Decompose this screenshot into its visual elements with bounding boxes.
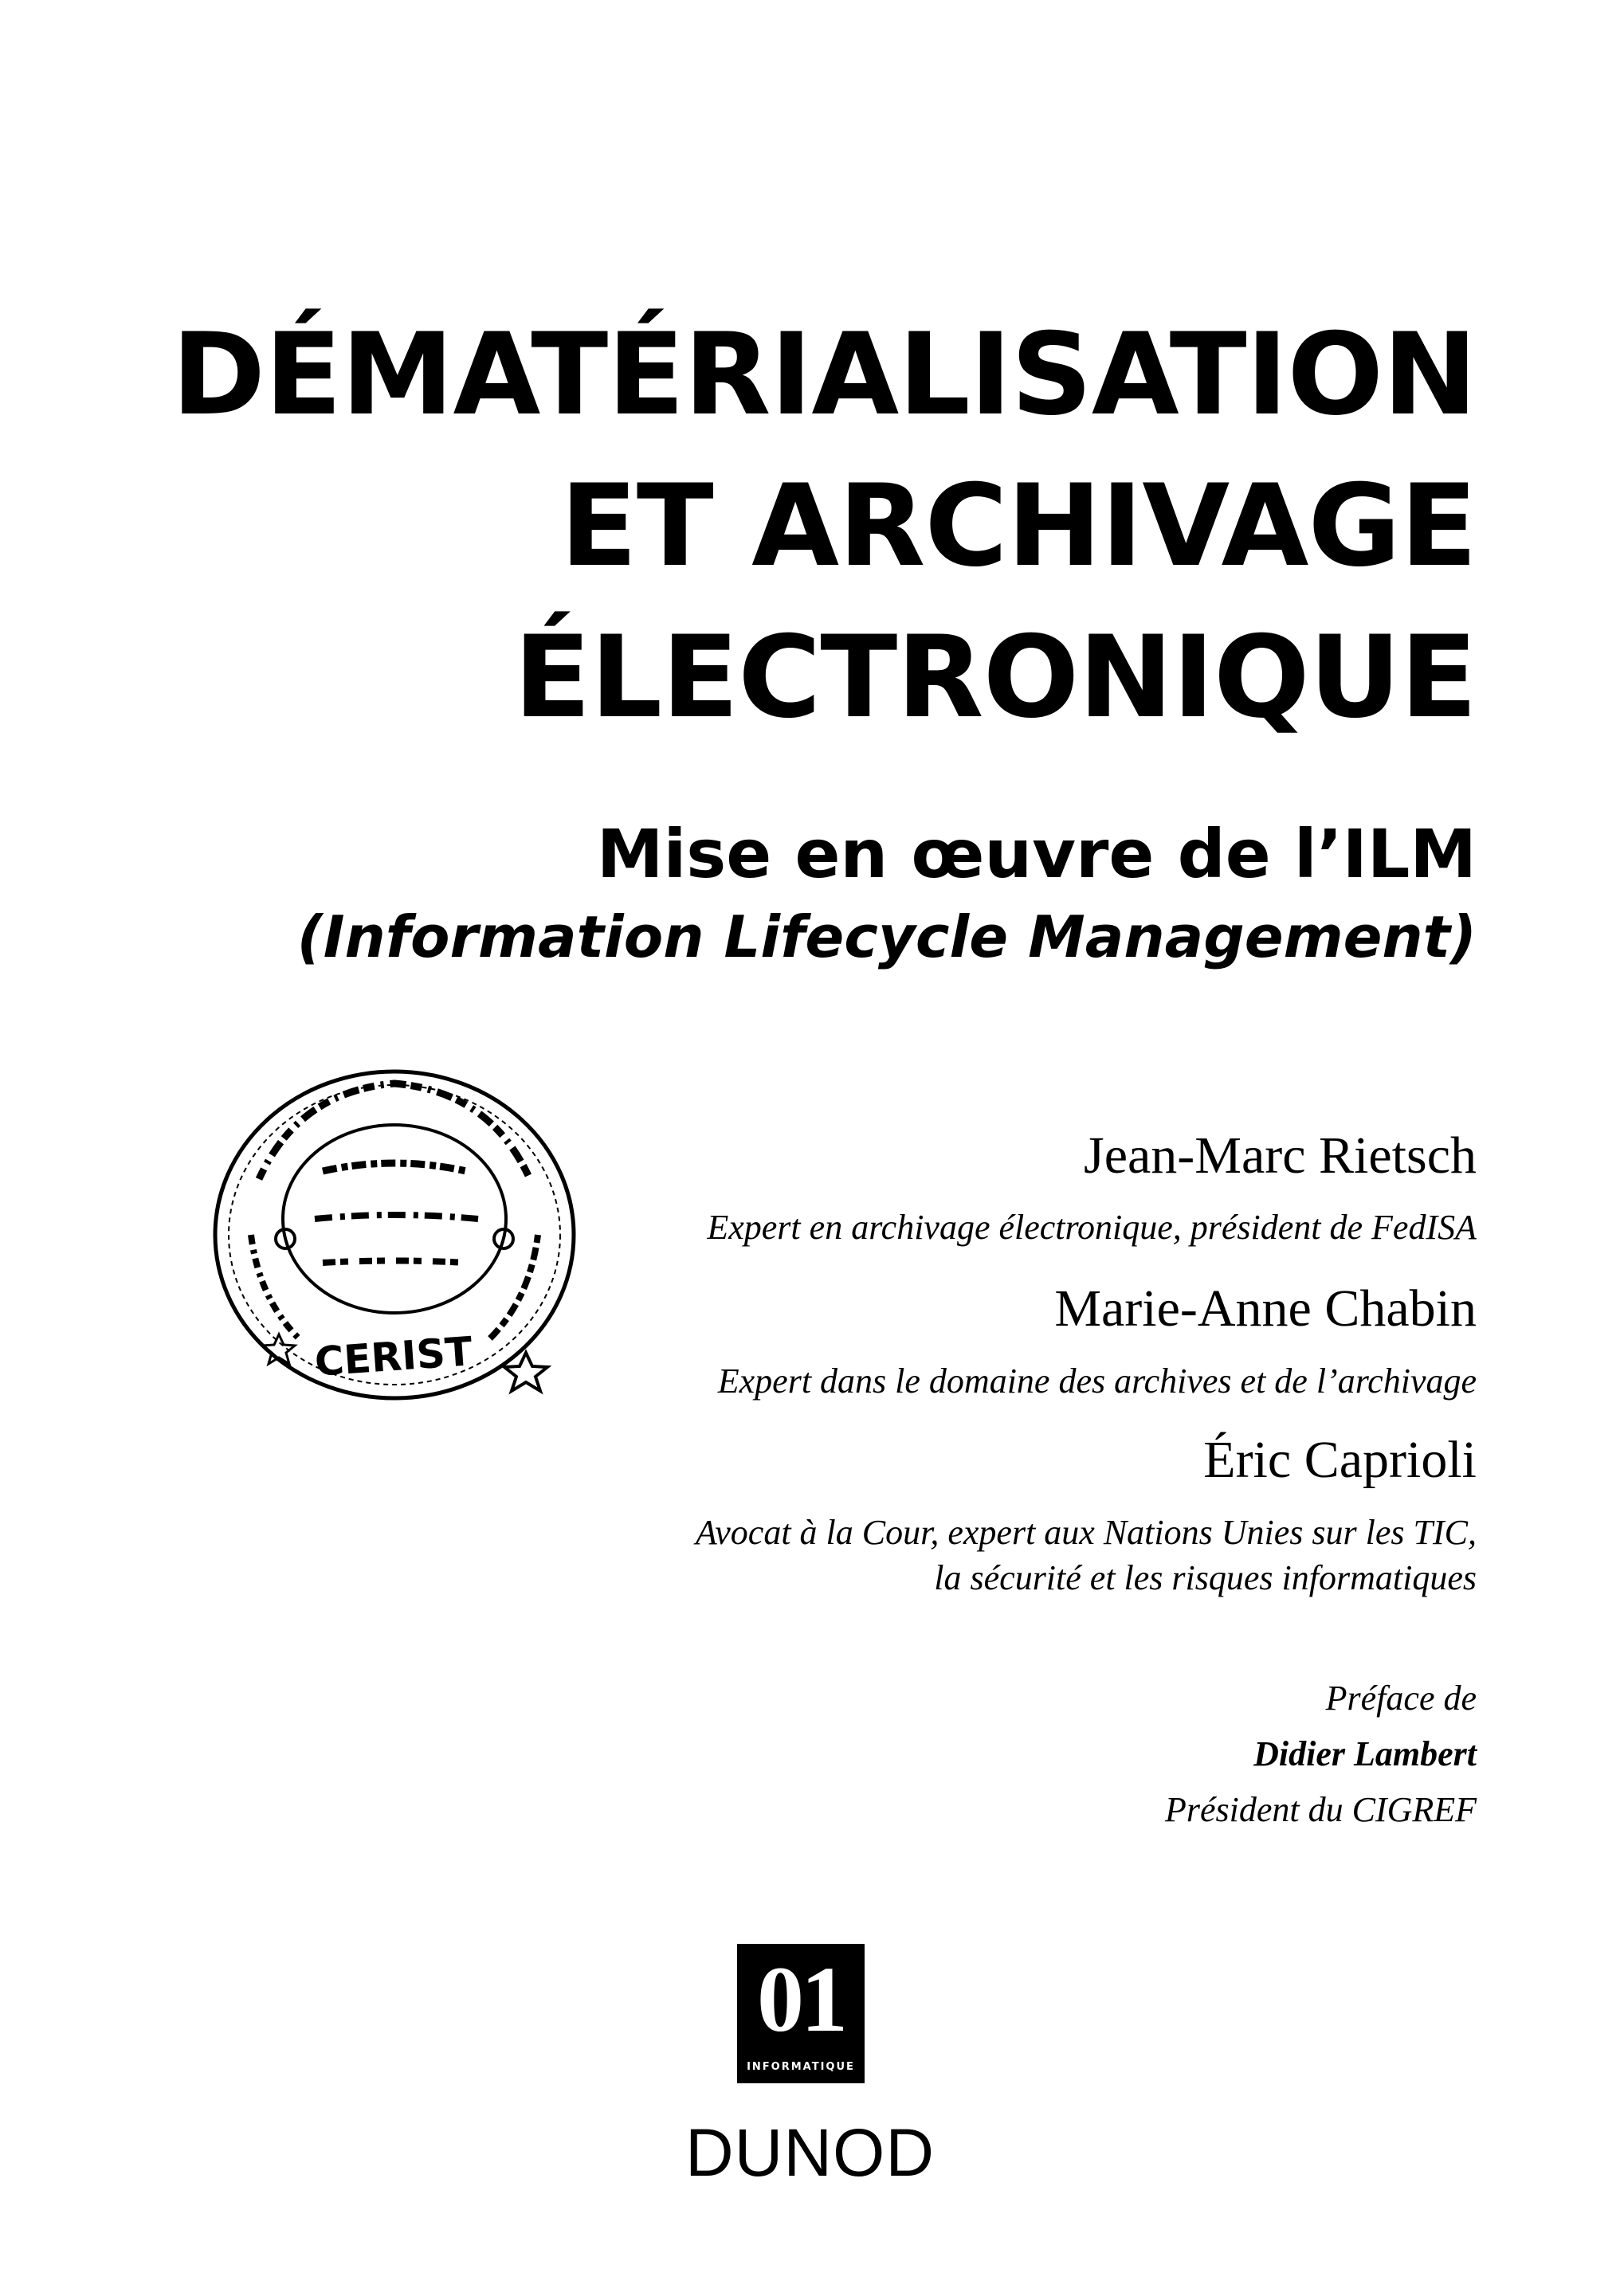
author-role: Expert dans le domaine des archives et de l’archivage — [717, 1362, 1477, 1401]
stamp-text: CERIST — [312, 1328, 474, 1385]
publisher-logo — [737, 1944, 865, 2083]
title-line-3: ÉLECTRONIQUE — [513, 612, 1477, 743]
author-role: la sécurité et les risques informatiques — [934, 1558, 1477, 1597]
library-stamp-icon — [203, 1060, 586, 1410]
preface-author: Didier Lambert — [1253, 1734, 1477, 1773]
author-role: Avocat à la Cour, expert aux Nations Unies sur les TIC, — [695, 1513, 1477, 1552]
subtitle-line-1: Mise en œuvre de l’ILM — [596, 815, 1477, 893]
author-name: Jean-Marc Rietsch — [1084, 1126, 1477, 1185]
title-line-2: ET ARCHIVAGE — [559, 460, 1477, 592]
subtitle-line-2: (Information Lifecycle Management) — [296, 903, 1477, 970]
publisher-logo-number: 01 — [757, 1947, 845, 2051]
publisher-name: DUNOD — [685, 2115, 935, 2190]
title-line-1: DÉMATÉRIALISATION — [171, 309, 1477, 441]
preface-author-role: Président du CIGREF — [1164, 1790, 1477, 1829]
author-name: Éric Caprioli — [1203, 1431, 1477, 1489]
publisher-logo-caption: INFORMATIQUE — [747, 2061, 855, 2073]
preface-label: Préface de — [1325, 1679, 1477, 1718]
author-name: Marie-Anne Chabin — [1054, 1279, 1477, 1338]
author-role: Expert en archivage électronique, président de FedISA — [707, 1208, 1477, 1247]
